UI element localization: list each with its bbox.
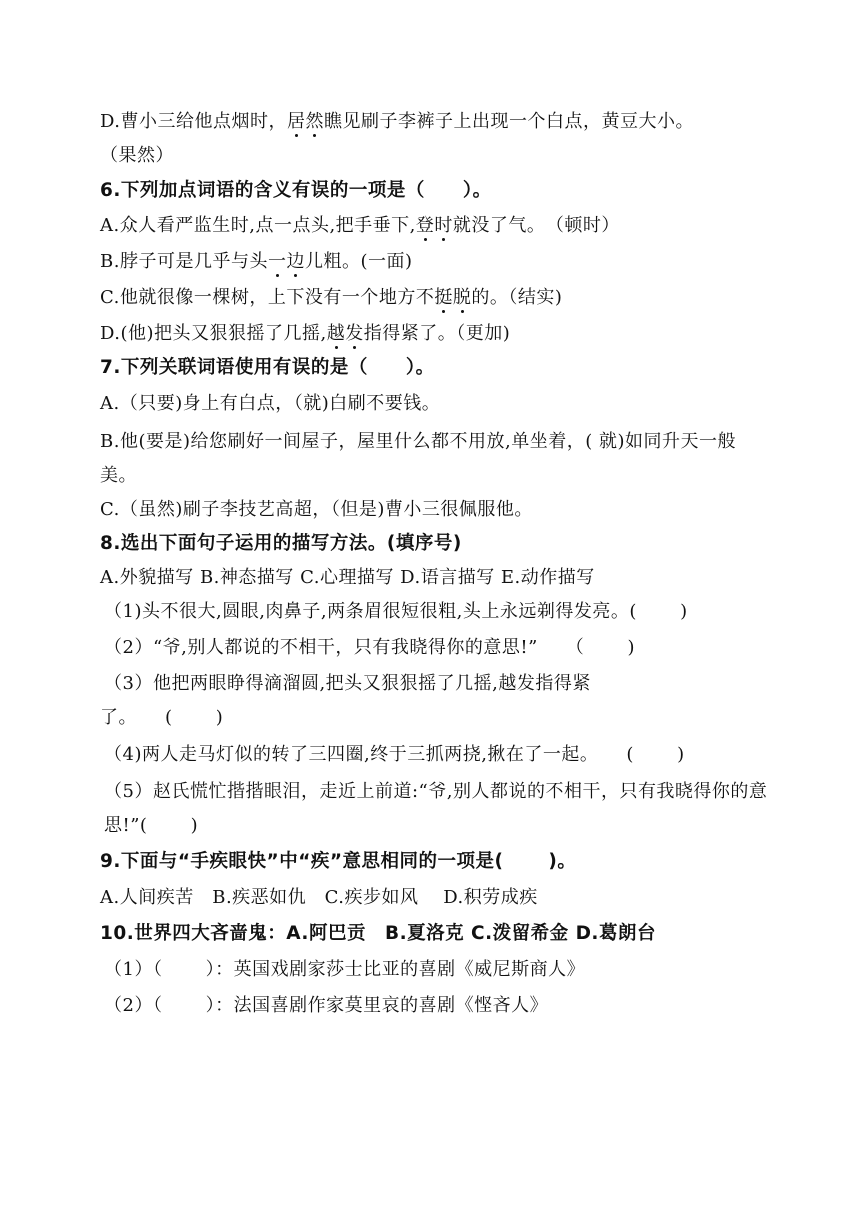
q5-option-d-answer: （果然）	[100, 145, 174, 166]
q6-option-b: B.脖子可是几乎与头一边儿粗。(一面)	[100, 251, 413, 272]
q6-option-c: C.他就很像一棵树，上下没有一个地方不挺脱的。（结实)	[100, 287, 563, 308]
q6-title: 6.下列加点词语的含义有误的一项是（ ）。	[100, 180, 492, 201]
emphasis-dot: 然	[305, 111, 325, 132]
q6-option-d: D.(他)把头又狠狠摇了几摇,越发指得紧了。（更加)	[100, 323, 511, 344]
emphasis-dot: 一	[267, 251, 287, 272]
emphasis-dot: 边	[286, 251, 305, 272]
q8-sentence-5: （5）赵氏慌忙揩揩眼泪，走近上前道:“爷,别人都说的不相干，只有我晓得你的意思!”( )	[104, 781, 768, 836]
q10-item-1: （1）（ ）：英国戏剧家莎士比亚的喜剧《威尼斯商人》	[104, 959, 586, 980]
emphasis-dot: 居	[287, 111, 306, 132]
q5-option-d: D.曹小三给他点烟时，居然瞧见刷子李裤子上出现一个白点，黄豆大小。	[100, 111, 695, 132]
q10-item-2: （2）（ ）：法国喜剧作家莫里哀的喜剧《悭吝人》	[104, 995, 549, 1016]
q8-sentence-2: （2）“爷,别人都说的不相干，只有我晓得你的意思!” （ )	[104, 637, 636, 658]
q7-option-b: B.他(要是)给您刷好一间屋子，屋里什么都不用放,单坐着，( 就)如同升天一般美。	[100, 431, 736, 486]
q9-title: 9.下面与“手疾眼快”中“疾”意思相同的一项是( )。	[100, 851, 577, 872]
emphasis-dot: 发	[345, 323, 364, 344]
q8-sentence-3-cont: 了。 ( )	[100, 707, 224, 728]
emphasis-dot: 登	[415, 215, 435, 236]
q7-title: 7.下列关联词语使用有误的是（ ）。	[100, 357, 435, 378]
emphasis-dot: 挺	[434, 287, 453, 308]
q10-title: 10.世界四大吝啬鬼：A.阿巴贡 B.夏洛克 C.泼留希金 D.葛朗台	[100, 923, 656, 944]
emphasis-dot: 越	[326, 323, 346, 344]
emphasis-dot: 时	[434, 215, 453, 236]
q8-sentence-1: （1)头不很大,圆眼,肉鼻子,两条眉很短很粗,头上永远剃得发亮。( )	[104, 601, 688, 622]
q8-sentence-3: （3）他把两眼睁得滴溜圆,把头又狠狠摇了几摇,越发指得紧	[104, 673, 591, 694]
q8-options: A.外貌描写 B.神态描写 C.心理描写 D.语言描写 E.动作描写	[100, 567, 595, 588]
emphasis-dot: 脱	[452, 287, 472, 308]
q8-title: 8.选出下面句子运用的描写方法。(填序号)	[100, 533, 462, 554]
q7-option-c: C.（虽然)刷子李技艺高超，（但是)曹小三很佩服他。	[100, 499, 533, 520]
q8-sentence-4: （4)两人走马灯似的转了三四圈,终于三抓两挠,揪在了一起。 ( )	[104, 744, 685, 765]
q9-options: A.人间疾苦 B.疾恶如仇 C.疾步如风 D.积劳成疾	[100, 887, 538, 908]
q6-option-a: A.众人看严监生时,点一点头,把手垂下,登时就没了气。 （顿时）	[100, 215, 620, 236]
q7-option-a: A.（只要)身上有白点，（就)白刷不要钱。	[100, 393, 441, 414]
